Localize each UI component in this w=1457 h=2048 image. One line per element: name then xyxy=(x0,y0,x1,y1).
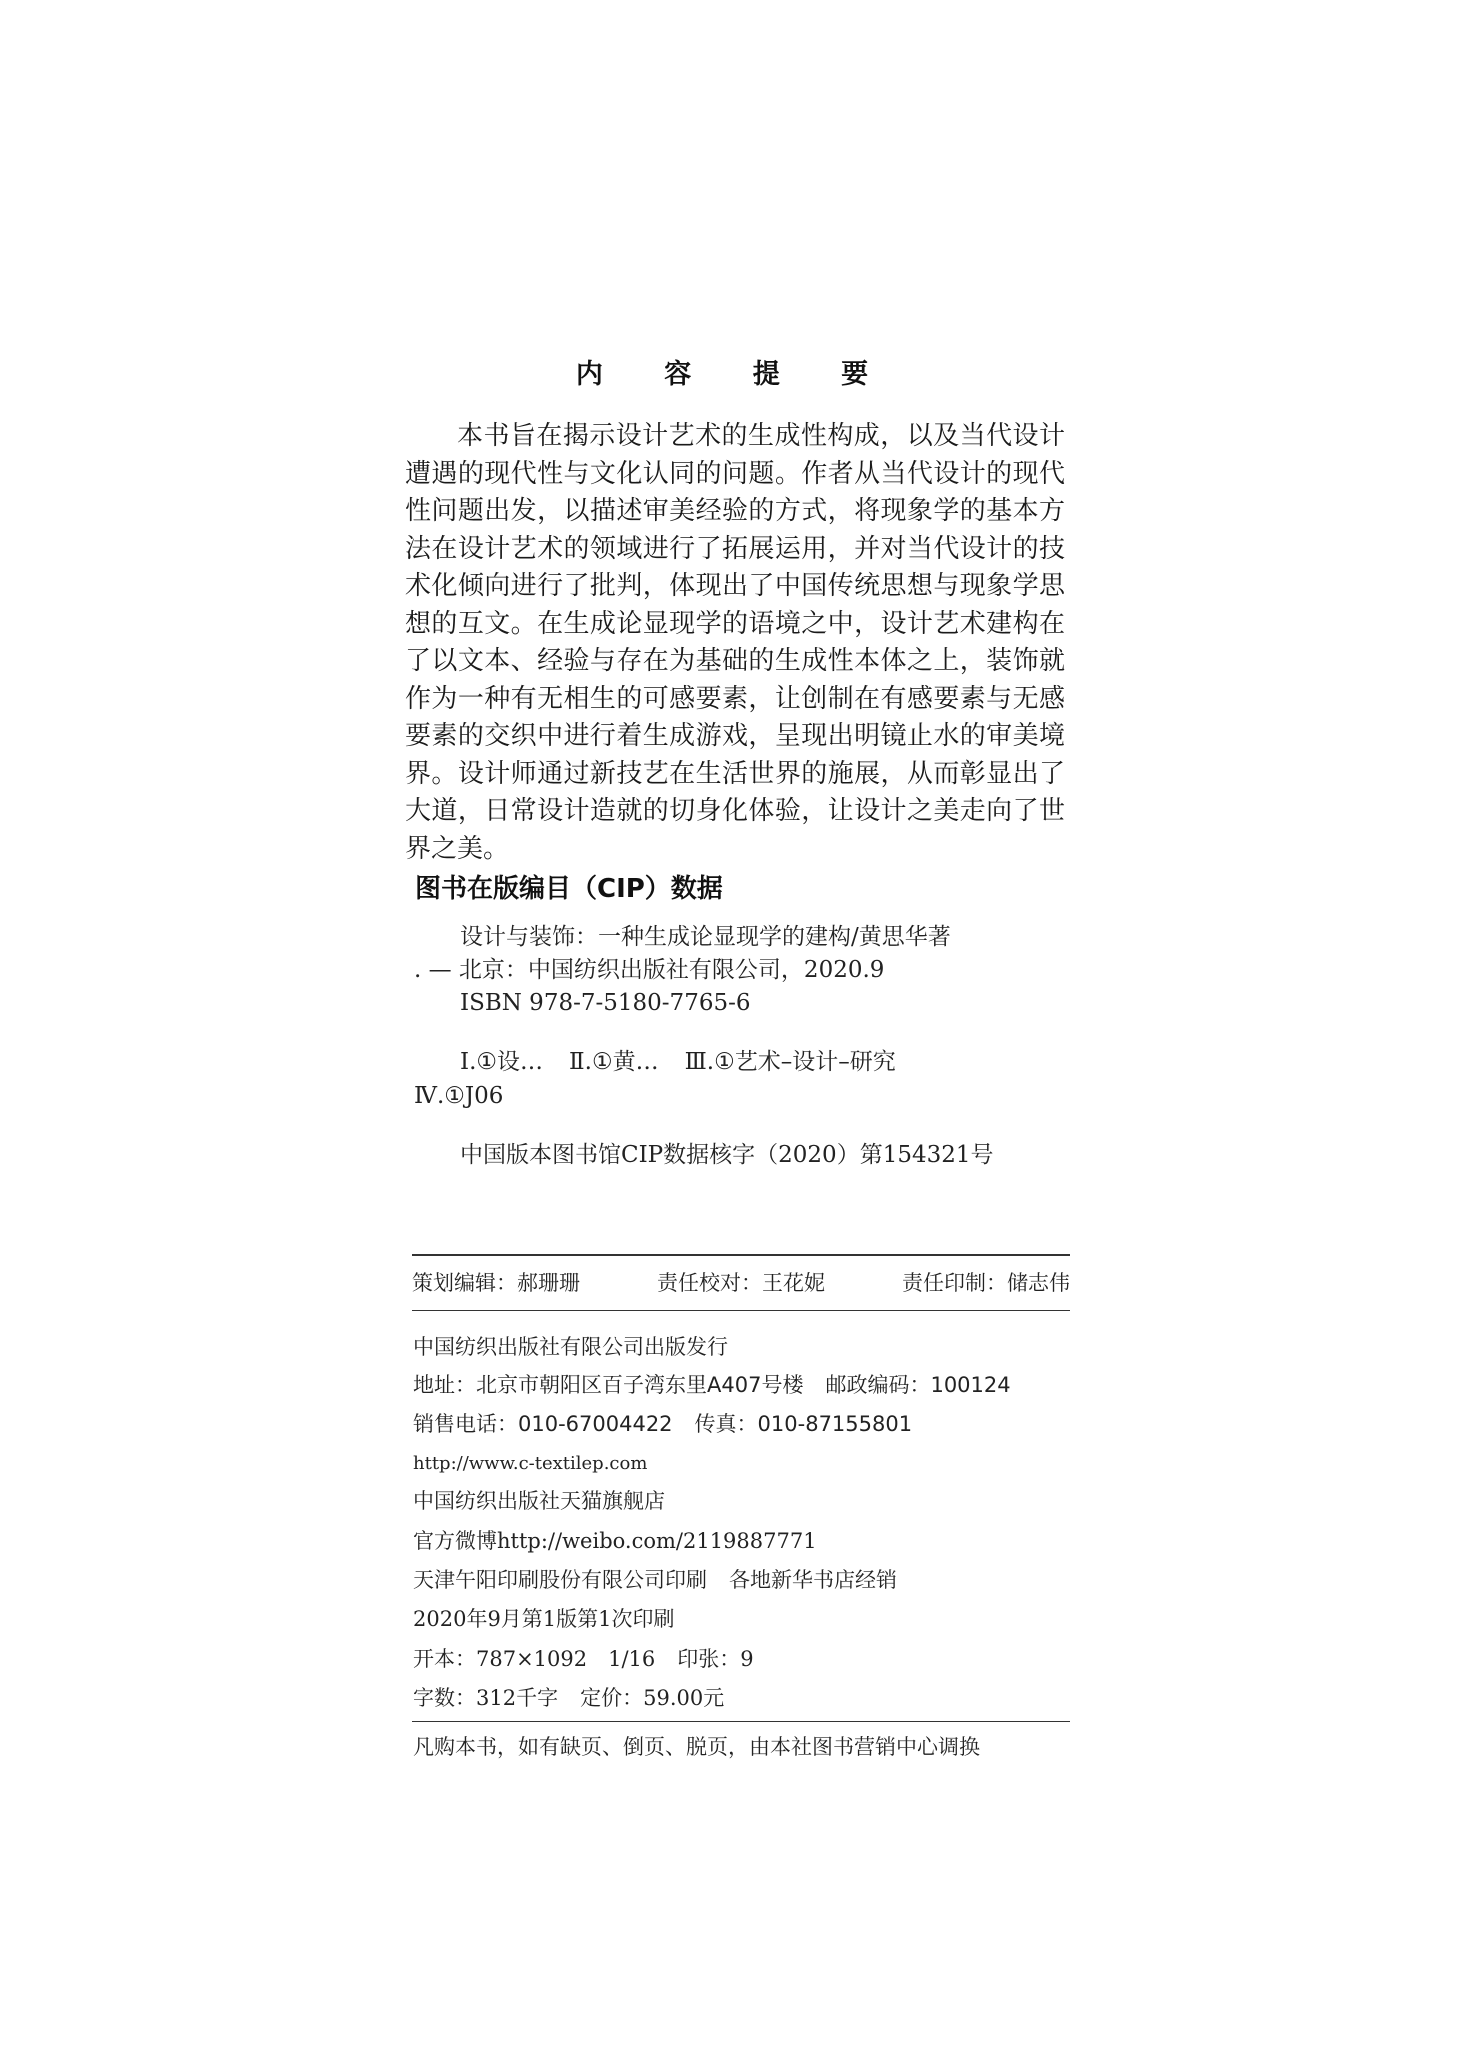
publisher-line: 中国纺织出版社有限公司出版发行 xyxy=(413,1335,728,1359)
cip-classification-line-2: Ⅳ.①J06 xyxy=(414,1083,504,1109)
cip-title-line: 设计与装饰：一种生成论显现学的建构/黄思华著 xyxy=(460,924,951,950)
print-supervisor: 责任印制：储志伟 xyxy=(902,1271,1070,1295)
cip-publisher-line: . — 北京：中国纺织出版社有限公司，2020.9 xyxy=(414,957,885,983)
proofreader: 责任校对：王花妮 xyxy=(657,1271,825,1295)
address-line xyxy=(413,1371,1011,1399)
staff-row xyxy=(412,1268,1070,1298)
cip-class-item: Ⅱ.①黄… xyxy=(569,1049,659,1075)
sheets: 印张：9 xyxy=(677,1647,754,1671)
price-line xyxy=(413,1684,724,1712)
printer-line xyxy=(413,1566,897,1594)
divider-bottom xyxy=(412,1721,1070,1722)
edition-line: 2020年9月第1版第1次印刷 xyxy=(413,1607,675,1631)
cip-class-item: Ⅰ.①设… xyxy=(460,1049,544,1075)
fax: 传真：010-87155801 xyxy=(694,1412,913,1436)
weibo-line: 官方微博http://weibo.com/2119887771 xyxy=(413,1529,817,1553)
divider-top xyxy=(412,1254,1070,1256)
planning-editor: 策划编辑：郝珊珊 xyxy=(412,1271,580,1295)
cip-classification-line xyxy=(460,1047,922,1077)
summary-body: 本书旨在揭示设计艺术的生成性构成，以及当代设计遭遇的现代性与文化认同的问题。作者从当代设计的现代性问题出发，以描述审美经验的方式，将现象学的基本方法在设计艺术的领域进行了拓展运用，并对当代设计的技术化倾向进行了批判，体现出了中国传统思想与现象学思想的互文。在生成论显现学的语境之中，设计艺术建构在了以文本、经验与存在为基础的生成性本体之上，装饰就作为一种有无相生的可感要素，让创制在有感要素与无感要素的交织中进行着生成游戏，呈现出明镜止水的审美境界。设计师通过新技艺在生活世界的施展，从而彰显出了大道，日常设计造就的切身化体验，让设计之美走向了世界之美。 xyxy=(405,421,1065,864)
sales-phone: 销售电话：010-67004422 xyxy=(413,1412,673,1436)
cip-isbn-line: ISBN 978-7-5180-7765-6 xyxy=(460,990,751,1016)
cip-verify-line: 中国版本图书馆CIP数据核字（2020）第154321号 xyxy=(460,1142,994,1168)
divider-staff-bottom xyxy=(412,1310,1070,1311)
postcode: 邮政编码：100124 xyxy=(825,1373,1011,1397)
price: 定价：59.00元 xyxy=(580,1686,725,1710)
format: 开本：787×1092 1/16 xyxy=(413,1647,656,1671)
return-notice: 凡购本书，如有缺页、倒页、脱页，由本社图书营销中心调换 xyxy=(413,1735,980,1759)
cip-class-item: Ⅲ.①艺术–设计–研究 xyxy=(684,1049,896,1075)
tmall-store-line: 中国纺织出版社天猫旗舰店 xyxy=(413,1489,665,1513)
format-line xyxy=(413,1645,754,1673)
distributor: 各地新华书店经销 xyxy=(729,1568,897,1592)
cip-heading: 图书在版编目（CIP）数据 xyxy=(415,874,723,904)
website-line: http://www.c-textilep.com xyxy=(413,1453,648,1474)
printer: 天津午阳印刷股份有限公司印刷 xyxy=(413,1568,707,1592)
phone-line xyxy=(413,1410,912,1438)
word-count: 字数：312千字 xyxy=(413,1686,559,1710)
summary-title: 内 容 提 要 xyxy=(575,359,895,390)
address: 地址：北京市朝阳区百子湾东里A407号楼 xyxy=(413,1373,804,1397)
